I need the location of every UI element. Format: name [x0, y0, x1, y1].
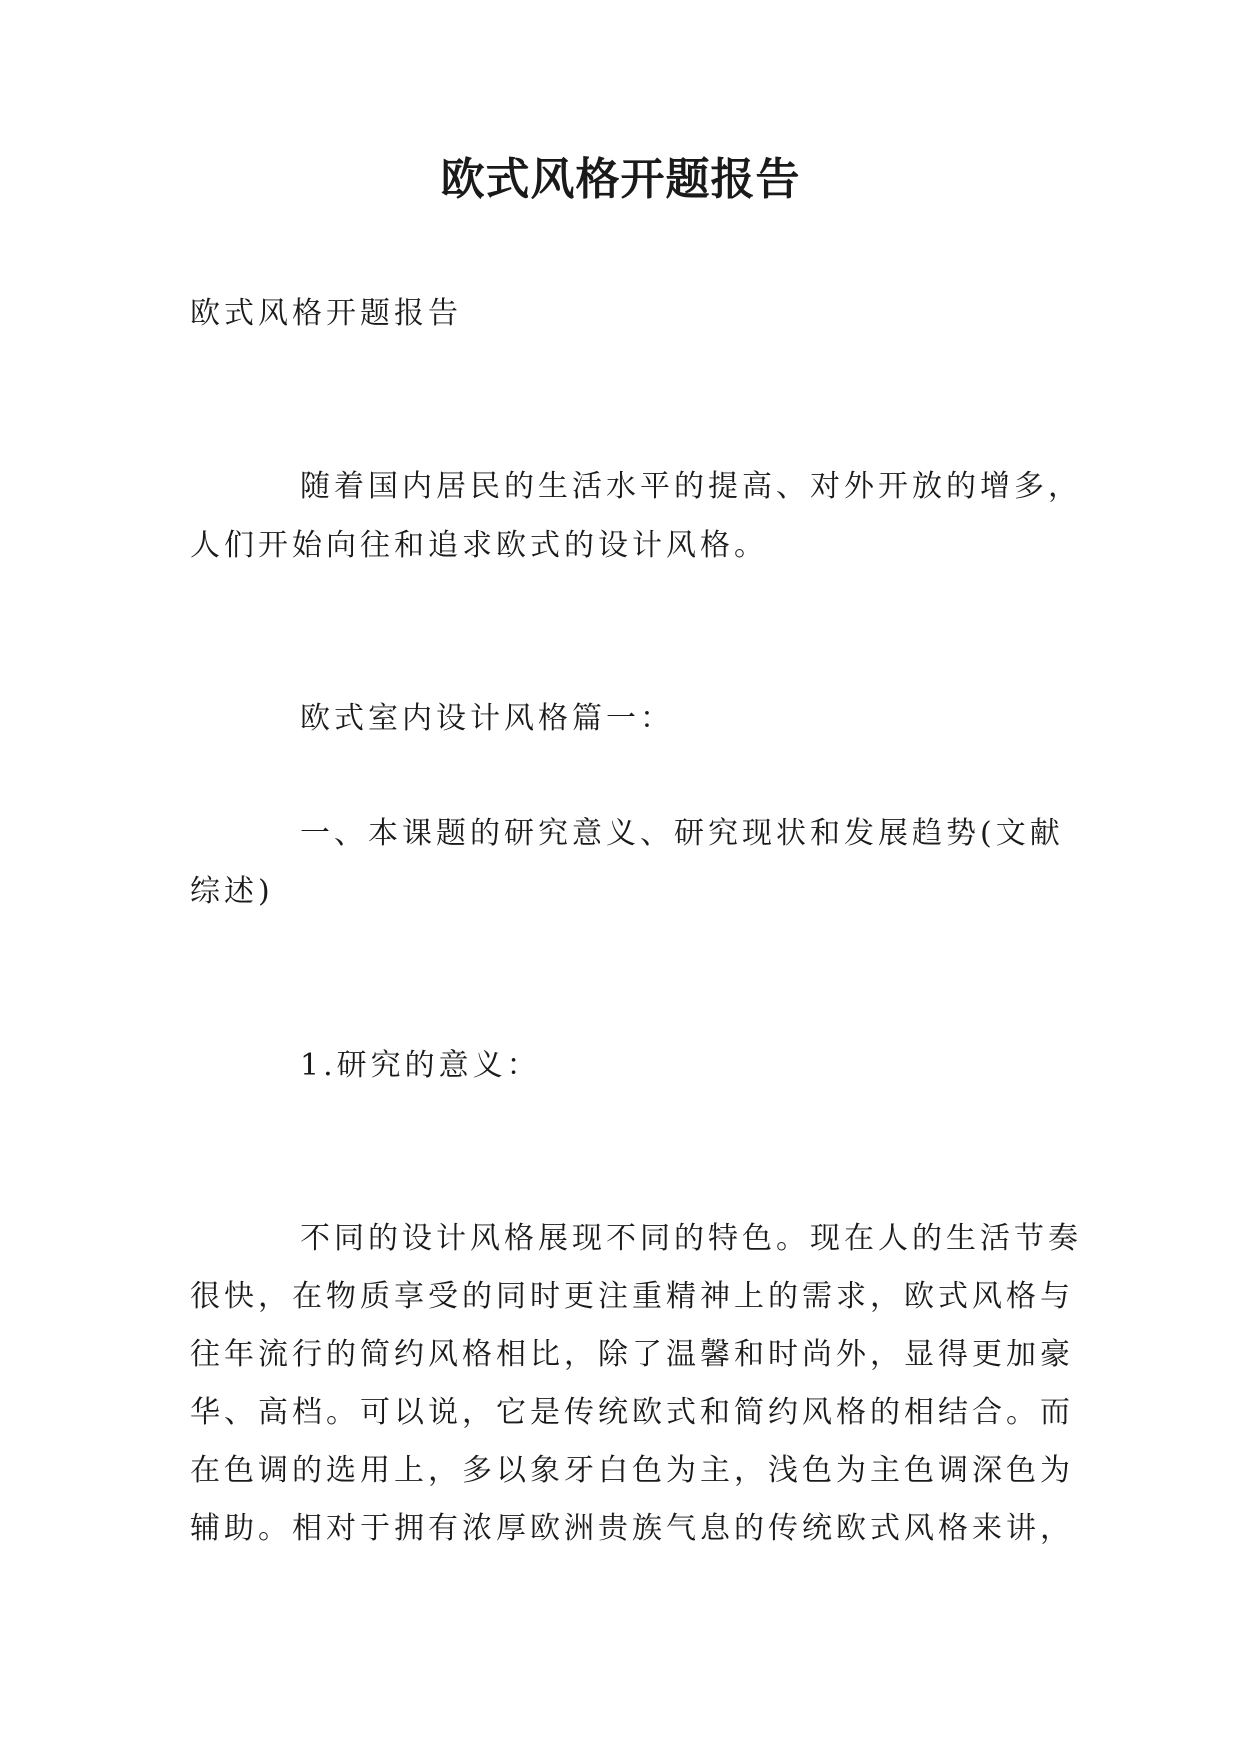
body-line-6: 辅助。相对于拥有浓厚欧洲贵族气息的传统欧式风格来讲， — [190, 1511, 1074, 1546]
body-line-3: 往年流行的简约风格相比，除了温馨和时尚外，显得更加豪 — [190, 1337, 1074, 1372]
document-subtitle: 欧式风格开题报告 — [190, 296, 462, 331]
body-line-1: 不同的设计风格展现不同的特色。现在人的生活节奏 — [300, 1221, 1082, 1256]
body-line-4: 华、高档。可以说，它是传统欧式和简约风格的相结合。而 — [190, 1395, 1074, 1430]
document-title: 欧式风格开题报告 — [440, 154, 801, 205]
body-line-2: 很快，在物质享受的同时更注重精神上的需求，欧式风格与 — [190, 1279, 1074, 1314]
heading-1-line-2: 综述) — [190, 874, 274, 909]
section-label: 欧式室内设计风格篇一： — [300, 701, 674, 736]
body-line-5: 在色调的选用上，多以象牙白色为主，浅色为主色调深色为 — [190, 1453, 1074, 1488]
intro-line-2: 人们开始向往和追求欧式的设计风格。 — [190, 528, 768, 563]
intro-line-1: 随着国内居民的生活水平的提高、对外开放的增多， — [300, 469, 1082, 504]
heading-1-line-1: 一、本课题的研究意义、研究现状和发展趋势(文献 — [300, 816, 1064, 851]
heading-2: 1.研究的意义： — [300, 1048, 541, 1083]
